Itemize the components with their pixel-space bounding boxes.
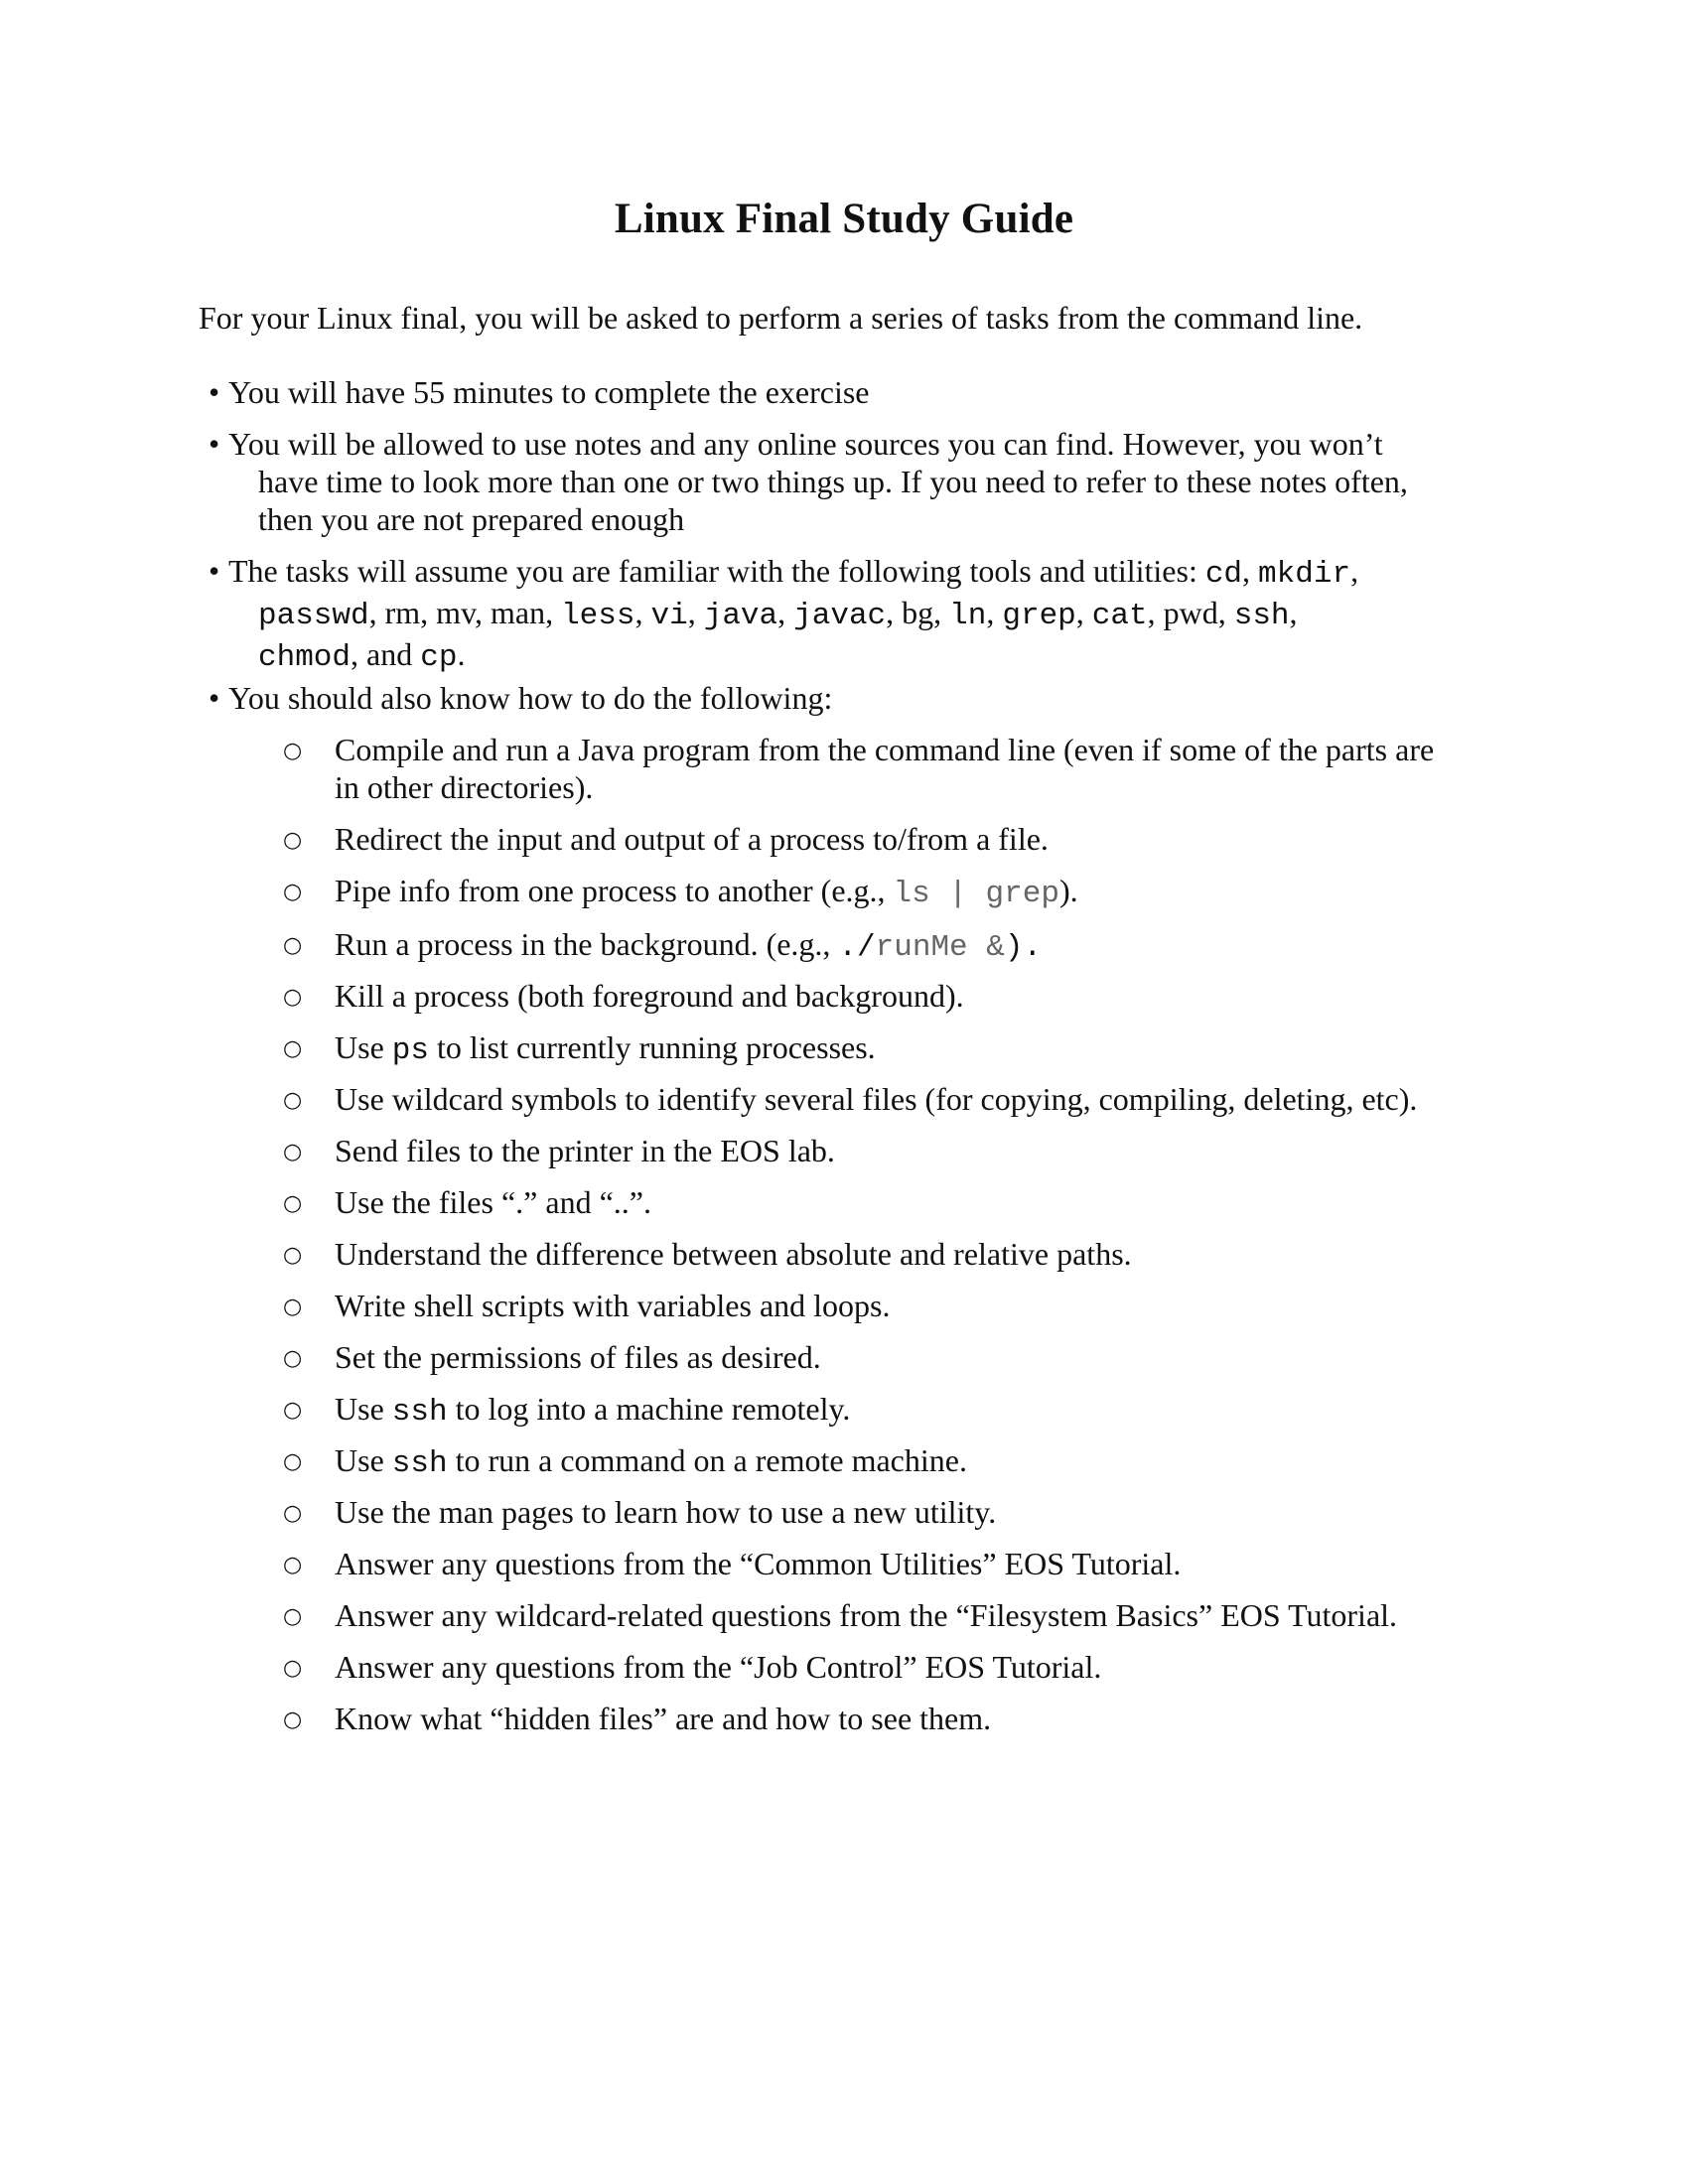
code-grep: grep xyxy=(1002,599,1076,633)
sub-list-item: ○ Pipe info from one process to another (e.g., ls | grep). xyxy=(283,873,1078,911)
sub-list-item: ○ Answer any questions from the “Job Control” EOS Tutorial. xyxy=(283,1648,1504,1686)
sub-list-item: ○ Run a process in the background. (e.g., ./runMe &). xyxy=(283,926,1043,965)
code-cat: cat xyxy=(1091,599,1148,633)
code-less: less xyxy=(561,599,635,633)
circle-bullet-icon: ○ xyxy=(283,828,303,853)
bullet-item: • You will be allowed to use notes and any online sources you can find. However, you won’t have time to look more than one or two things up. If you need to refer to these notes often, then you are not prepared enough xyxy=(209,426,1408,537)
sub-list-item: ○ Send files to the printer in the EOS lab. xyxy=(283,1132,1504,1169)
circle-bullet-icon: ○ xyxy=(283,739,303,763)
code-java: java xyxy=(703,599,778,633)
circle-bullet-icon: ○ xyxy=(283,1449,303,1474)
circle-bullet-icon: ○ xyxy=(283,1140,303,1164)
circle-bullet-icon: ○ xyxy=(283,1295,303,1319)
code-vi: vi xyxy=(650,599,688,633)
code-ssh: ssh xyxy=(391,1446,448,1481)
circle-bullet-icon: ○ xyxy=(283,1553,303,1577)
code-passwd: passwd xyxy=(258,599,369,633)
code-mkdir: mkdir xyxy=(1258,557,1351,592)
code-ssh: ssh xyxy=(391,1395,448,1430)
code-ssh: ssh xyxy=(1233,599,1290,633)
code-ln: ln xyxy=(949,599,987,633)
sub-list-item: ○ Use ps to list currently running processes. xyxy=(283,1029,876,1068)
code-cd: cd xyxy=(1204,557,1243,592)
circle-bullet-icon: ○ xyxy=(283,1604,303,1629)
bullet-item-tools: • The tasks will assume you are familiar with the following tools and utilities: cd, mkdir, passwd, rm, mv, man, less, vi, java, javac, bg, ln, grep, cat, pwd, ssh, chmod, and cp. xyxy=(209,553,1359,675)
code-javac: javac xyxy=(793,599,887,633)
code-ps: ps xyxy=(391,1033,429,1068)
sub-list-item: ○ Write shell scripts with variables and loops. xyxy=(283,1287,1504,1324)
text-bg: bg xyxy=(902,595,934,630)
code-background-example: runMe & xyxy=(875,930,1005,965)
bullet-item: • You should also know how to do the following: xyxy=(209,680,833,716)
circle-bullet-icon: ○ xyxy=(283,1346,303,1371)
sub-list-item: ○ Know what “hidden files” are and how to see them. xyxy=(283,1700,1504,1737)
sub-list-item: ○ Kill a process (both foreground and background). xyxy=(283,977,1504,1015)
sub-list-item: ○ Use the files “.” and “..”. xyxy=(283,1183,1504,1221)
sub-list-item: ○ Use ssh to run a command on a remote machine. xyxy=(283,1442,967,1481)
circle-bullet-icon: ○ xyxy=(283,1243,303,1268)
sub-list-item: ○ Answer any wildcard-related questions from the “Filesystem Basics” EOS Tutorial. xyxy=(283,1596,1504,1634)
circle-bullet-icon: ○ xyxy=(283,1398,303,1423)
sub-list-item: ○ Understand the difference between absolute and relative paths. xyxy=(283,1235,1504,1273)
circle-bullet-icon: ○ xyxy=(283,1656,303,1681)
page-title: Linux Final Study Guide xyxy=(614,196,1074,242)
circle-bullet-icon: ○ xyxy=(283,933,303,958)
sub-list-item: ○ Answer any questions from the “Common Utilities” EOS Tutorial. xyxy=(283,1545,1504,1582)
bullet-item: • You will have 55 minutes to complete the exercise xyxy=(209,374,870,410)
text-man: man xyxy=(490,595,546,630)
circle-bullet-icon: ○ xyxy=(283,1088,303,1113)
circle-bullet-icon: ○ xyxy=(283,1501,303,1526)
sub-list-item: ○ Compile and run a Java program from the command line (even if some of the parts are in other directories). xyxy=(283,732,1435,805)
code-chmod: chmod xyxy=(258,640,352,675)
text-rm: rm xyxy=(384,595,421,630)
text-mv: mv xyxy=(436,595,475,630)
circle-bullet-icon: ○ xyxy=(283,880,303,904)
sub-list-item: ○ Redirect the input and output of a process to/from a file. xyxy=(283,820,1504,858)
code-cp: cp xyxy=(420,640,458,675)
bullet-marker: • xyxy=(209,680,220,716)
bullet-marker: • xyxy=(209,553,220,589)
circle-bullet-icon: ○ xyxy=(283,1707,303,1732)
text-pwd: pwd xyxy=(1163,595,1218,630)
intro-paragraph: For your Linux final, you will be asked to perform a series of tasks from the command line. xyxy=(199,300,1363,336)
bullet-marker: • xyxy=(209,374,220,410)
circle-bullet-icon: ○ xyxy=(283,1036,303,1061)
sub-list-item: ○ Set the permissions of files as desired. xyxy=(283,1338,1504,1376)
sub-list-item: ○ Use wildcard symbols to identify several files (for copying, compiling, deleting, etc). xyxy=(283,1080,1504,1118)
sub-list-item: ○ Use the man pages to learn how to use a new utility. xyxy=(283,1493,1504,1531)
circle-bullet-icon: ○ xyxy=(283,985,303,1010)
circle-bullet-icon: ○ xyxy=(283,1191,303,1216)
bullet-marker: • xyxy=(209,426,220,462)
code-pipe-example: ls | grep xyxy=(893,877,1059,911)
sub-list-item: ○ Use ssh to log into a machine remotely. xyxy=(283,1391,851,1430)
